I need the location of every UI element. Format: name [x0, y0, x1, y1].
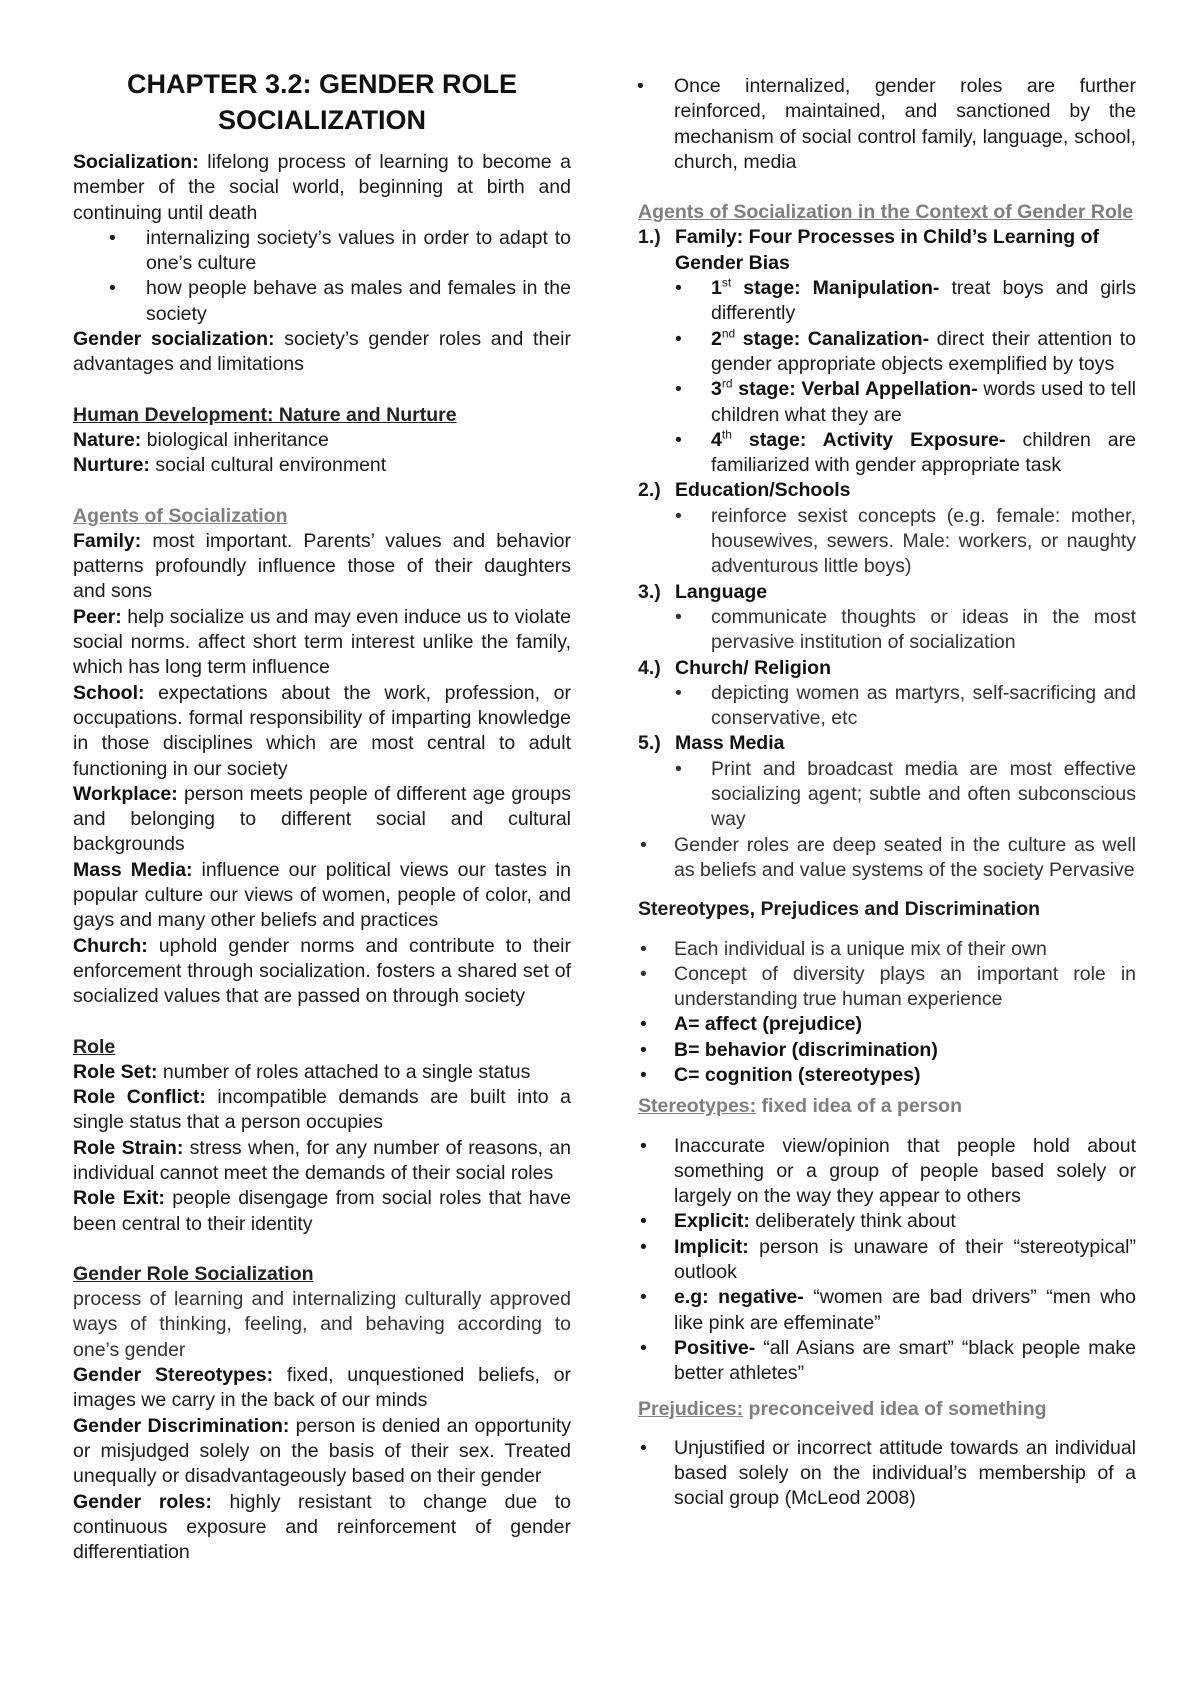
role-conflict: Role Conflict: incompatible demands are built into a single status that a person occupies: [73, 1086, 571, 1134]
list-item: • 3rd stage: Verbal Appellation- words used to tell children what they are: [675, 377, 1136, 428]
gender-socialization-definition: Gender socialization: society’s gender roles and their advantages and limitations: [73, 328, 571, 376]
list-item: • depicting women as martyrs, self-sacrificing and conservative, etc: [675, 681, 1136, 732]
section-heading-prejudices: Prejudices: preconceived idea of something: [638, 1397, 1047, 1420]
section-heading-stereotypes: Stereotypes: fixed idea of a person: [638, 1095, 963, 1118]
list-item: • Concept of diversity plays an important role in understanding true human experience: [638, 962, 1136, 1013]
list-item: • communicate thoughts or ideas in the most pervasive institution of socialization: [675, 605, 1136, 656]
stereotypes-bullets: [638, 1134, 1136, 1387]
section-heading-role: Role: [73, 1035, 116, 1058]
family-stages: [675, 276, 1136, 478]
list-item: • Inaccurate view/opinion that people hold about something or a group of people based solely or largely on the way they appear to others: [638, 1134, 1136, 1210]
agent-church: Church: uphold gender norms and contribute to their enforcement through socialization. fosters a shared set of socialized values that are passed on through society: [73, 934, 571, 1008]
list-item: • 1st stage: Manipulation- treat boys and girls differently: [675, 276, 1136, 327]
list-item: • Gender roles are deep seated in the culture as well as beliefs and value systems of the society Pervasive: [638, 833, 1136, 884]
list-item: • 2nd stage: Canalization- direct their attention to gender appropriate objects exemplified by toys: [675, 327, 1136, 378]
list-item-family: 1.) Family: Four Processes in Child’s Learning of Gender Bias • 1st stage: Manipulation- treat boys and girls differently • 2nd stage: Canalization- direct their attention to gender appropriate objects exemplified by toys • 3rd stage: Verbal Appellation- words used to tell children what they are • 4th stage: Activity Exposure- children are familiarized with gender appropriate task: [638, 225, 1136, 478]
list-item: • C= cognition (stereotypes): [638, 1063, 1136, 1088]
gender-stereotypes: Gender Stereotypes: fixed, unquestioned beliefs, or images we carry in the back of our minds: [73, 1364, 572, 1412]
list-item-church: 4.) Church/ Religion • depicting women as martyrs, self-sacrificing and conservative, etc: [638, 656, 1136, 732]
gender-role-socialization-intro: process of learning and internalizing culturally approved ways of thinking, feeling, and behaving according to one’s gender: [73, 1288, 571, 1361]
gender-discrimination: Gender Discrimination: person is denied an opportunity or misjudged solely on the basis of their sex. Treated unequally or disadvantageously based on their gender: [73, 1414, 571, 1488]
list-item: • B= behavior (discrimination): [638, 1038, 1136, 1063]
page-title: CHAPTER 3.2: GENDER ROLE SOCIALIZATION: [126, 69, 518, 135]
list-item: • Explicit: deliberately think about: [638, 1209, 1136, 1234]
spd-bullets: [638, 937, 1136, 1089]
gender-roles: Gender roles: highly resistant to change due to continuous exposure and reinforcement of gender differentiation: [73, 1490, 571, 1564]
section-heading-gender-role-socialization: Gender Role Socialization: [73, 1262, 314, 1285]
list-item: • Print and broadcast media are most effective socializing agent; subtle and often subconscious way: [675, 757, 1136, 833]
list-item-education: 2.) Education/Schools • reinforce sexist concepts (e.g. female: mother, housewives, sewers. Male: workers, or naughty adventurous little boys): [638, 478, 1136, 579]
nurture-definition: Nurture: social cultural environment: [73, 454, 387, 477]
section-heading-human-development: Human Development: Nature and Nurture: [73, 403, 457, 426]
list-item-mass-media: 5.) Mass Media • Print and broadcast media are most effective socializing agent; subtle and often subconscious way: [638, 731, 1136, 832]
list-item: • how people behave as males and females in the society: [73, 276, 571, 327]
list-item-language: 3.) Language • communicate thoughts or ideas in the most pervasive institution of socialization: [638, 580, 1136, 656]
list-item: • internalizing society’s values in order to adapt to one’s culture: [73, 226, 571, 277]
socialization-bullets: [73, 226, 571, 327]
right-column: [638, 74, 1136, 1512]
socialization-definition: Socialization: lifelong process of learning to become a member of the social world, beginning at birth and continuing until death: [73, 151, 571, 224]
nature-definition: Nature: biological inheritance: [73, 428, 329, 451]
role-strain: Role Strain: stress when, for any number of reasons, an individual cannot meet the demands of their social roles: [73, 1136, 571, 1184]
list-item: • 4th stage: Activity Exposure- children are familiarized with gender appropriate task: [675, 428, 1136, 479]
prejudices-bullets: [638, 1436, 1136, 1512]
agent-school: School: expectations about the work, profession, or occupations. formal responsibility of imparting knowledge in those disciplines which are most central to adult functioning in our society: [73, 681, 571, 780]
list-item: • Each individual is a unique mix of their own: [638, 937, 1136, 962]
section-heading-agents-context: Agents of Socialization in the Context of Gender Role: [638, 201, 1134, 224]
role-set: Role Set: number of roles attached to a single status: [73, 1060, 531, 1083]
list-item: • Unjustified or incorrect attitude towards an individual based solely on the individual’s membership of a social group (McLeod 2008): [638, 1436, 1136, 1512]
agents-numbered-list: [638, 225, 1136, 832]
agent-family: Family: most important. Parents’ values and behavior patterns profoundly influence those of their daughters and sons: [73, 529, 571, 603]
section-heading-agents: Agents of Socialization: [73, 504, 288, 527]
agent-workplace: Workplace: person meets people of different age groups and belonging to different social and cultural backgrounds: [73, 782, 571, 856]
role-exit: Role Exit: people disengage from social roles that have been central to their identity: [73, 1187, 571, 1235]
agent-peer: Peer: help socialize us and may even induce us to violate social norms. affect short term interest unlike the family, which has long term influence: [73, 605, 571, 679]
list-item: • reinforce sexist concepts (e.g. female: mother, housewives, sewers. Male: workers, or naughty adventurous little boys): [675, 504, 1136, 580]
left-column: [73, 66, 571, 1565]
list-item: • e.g: negative- “women are bad drivers” “men who like pink are effeminate”: [638, 1285, 1136, 1336]
list-item: • Positive- “all Asians are smart” “black people make better athletes”: [638, 1336, 1136, 1387]
list-item: • Implicit: person is unaware of their “stereotypical” outlook: [638, 1235, 1136, 1286]
section-heading-stereotypes-prejudices: Stereotypes, Prejudices and Discrimination: [638, 898, 1041, 921]
list-item: • A= affect (prejudice): [638, 1012, 1136, 1037]
list-item: • Once internalized, gender roles are further reinforced, maintained, and sanctioned by the mechanism of social control family, language, school, church, media: [601, 74, 1136, 175]
top-bullet-list: [601, 74, 1136, 175]
deep-seated-bullet: [638, 833, 1136, 884]
agent-mass-media: Mass Media: influence our political views our tastes in popular culture our views of women, people of color, and gays and many other beliefs and practices: [73, 858, 572, 932]
